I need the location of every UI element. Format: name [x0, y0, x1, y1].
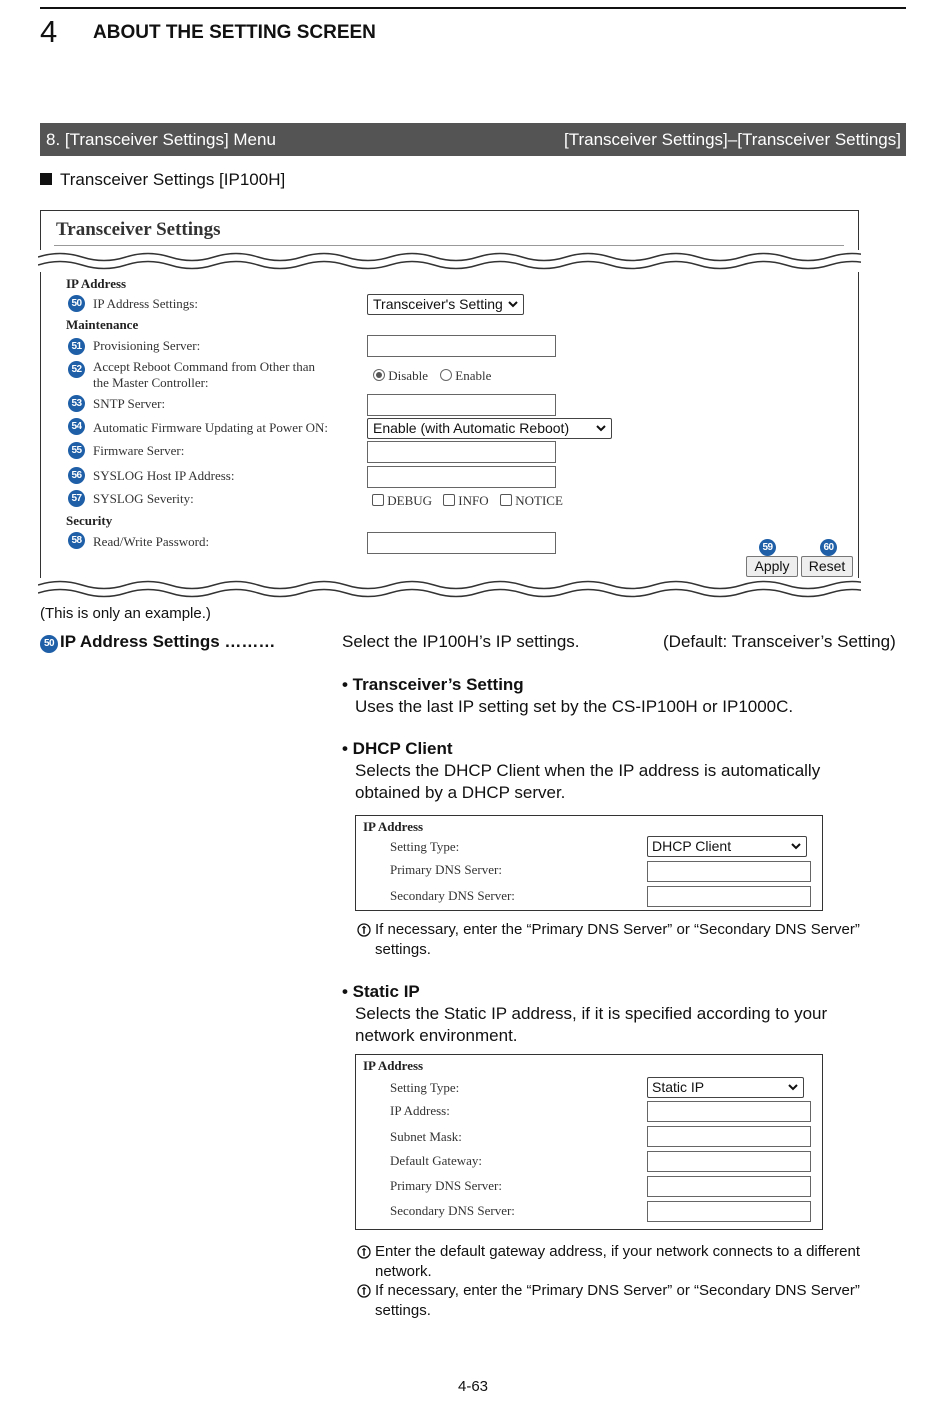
rw-password-label: Read/Write Password:	[93, 534, 210, 549]
item-description: Select the IP100H’s IP settings.	[342, 632, 580, 651]
break-wave-bottom	[38, 578, 861, 600]
ip-address-settings-select[interactable]	[367, 294, 524, 315]
section-heading	[40, 170, 285, 190]
chevron-down-icon	[787, 1079, 799, 1095]
firmware-server-input[interactable]	[367, 441, 556, 463]
severity-notice-option[interactable]	[500, 493, 563, 509]
item-default: (Default: Transceiver’s Setting)	[663, 632, 896, 651]
static-primary-dns-input[interactable]	[647, 1176, 811, 1197]
dhcp-primary-dns-input[interactable]	[647, 861, 811, 882]
circled-number-icon: 51	[68, 338, 85, 355]
dhcp-primary-dns-label: Primary DNS Server:	[390, 862, 502, 877]
rw-password-input[interactable]	[367, 532, 556, 554]
chapter-rule	[40, 7, 906, 9]
square-bullet-icon	[40, 173, 52, 185]
dhcp-setting-type-select[interactable]	[647, 836, 807, 857]
dhcp-secondary-dns-input[interactable]	[647, 886, 811, 907]
circled-number-icon: 60	[820, 539, 837, 556]
circled-number-icon: 54	[68, 418, 85, 435]
severity-info-option[interactable]	[443, 493, 489, 509]
static-secondary-dns-label: Secondary DNS Server:	[390, 1203, 515, 1218]
auto-firmware-select[interactable]	[367, 418, 612, 439]
group-maintenance: Maintenance	[66, 317, 139, 332]
dhcp-note-text: If necessary, enter the “Primary DNS Server” or “Secondary DNS Server” settings.	[375, 921, 860, 958]
option-dhcp-description: Selects the DHCP Client when the IP address is automatically obtained by a DHCP server.	[355, 761, 821, 802]
menu-bar-title: 8. [Transceiver Settings] Menu	[46, 130, 276, 149]
accept-reboot-label-line1: Accept Reboot Command from Other than	[93, 359, 316, 374]
ip-address-settings-label: IP Address Settings:	[93, 296, 198, 311]
severity-debug-option[interactable]	[372, 493, 432, 509]
static-note-dns	[357, 1281, 902, 1321]
circled-number-icon: 53	[68, 395, 85, 412]
reboot-disable-label: Disable	[388, 368, 428, 383]
static-default-gateway-input[interactable]	[647, 1151, 811, 1172]
menu-bar	[40, 123, 906, 156]
menu-bar-path: [Transceiver Settings]–[Transceiver Settings]	[564, 130, 901, 149]
static-setting-type-select[interactable]	[647, 1077, 804, 1098]
info-icon	[357, 1284, 371, 1298]
radio-selected-icon	[373, 369, 385, 381]
item-leader: ………	[224, 632, 276, 651]
provisioning-server-input[interactable]	[367, 335, 556, 357]
group-ip-address: IP Address	[66, 276, 127, 291]
option-transceiver-title: • Transceiver’s Setting	[342, 675, 524, 694]
accept-reboot-label-line2: the Master Controller:	[93, 375, 209, 390]
option-static-description: Selects the Static IP address, if it is specified according to your network environment.	[355, 1004, 828, 1045]
severity-debug-label: DEBUG	[387, 493, 433, 508]
reset-button[interactable]: Reset	[801, 556, 853, 577]
circled-number-icon: 56	[68, 467, 85, 484]
static-subnet-mask-input[interactable]	[647, 1126, 811, 1147]
item-heading-text: IP Address Settings	[60, 632, 220, 651]
severity-info-label: INFO	[458, 493, 489, 508]
syslog-host-label: SYSLOG Host IP Address:	[93, 468, 235, 483]
circled-number-icon: 57	[68, 490, 85, 507]
static-subnet-mask-label: Subnet Mask:	[390, 1129, 462, 1144]
circled-number-icon: 50	[40, 635, 58, 653]
apply-button[interactable]: Apply	[746, 556, 798, 577]
ip-address-settings-value: Transceiver's Setting	[373, 296, 503, 312]
firmware-server-label: Firmware Server:	[93, 443, 185, 458]
chapter-title: ABOUT THE SETTING SCREEN	[93, 22, 376, 43]
dhcp-secondary-dns-label: Secondary DNS Server:	[390, 888, 515, 903]
panel-title: Transceiver Settings	[56, 219, 221, 240]
auto-firmware-label: Automatic Firmware Updating at Power ON:	[93, 420, 329, 435]
sntp-server-input[interactable]	[367, 394, 556, 416]
sntp-server-label: SNTP Server:	[93, 396, 166, 411]
checkbox-icon	[372, 494, 384, 506]
info-icon	[357, 923, 371, 937]
option-dhcp-title: • DHCP Client	[342, 739, 453, 758]
option-static-title: • Static IP	[342, 982, 420, 1001]
static-group-ip-address: IP Address	[363, 1058, 424, 1073]
dhcp-group-ip-address: IP Address	[363, 819, 424, 834]
reboot-enable-label: Enable	[455, 368, 492, 383]
static-note-gateway-text: Enter the default gateway address, if your network connects to a different network.	[375, 1243, 861, 1280]
chevron-down-icon	[507, 296, 519, 312]
dhcp-settings-screenshot	[355, 815, 823, 911]
severity-notice-label: NOTICE	[515, 493, 563, 508]
circled-number-icon: 52	[68, 361, 85, 378]
syslog-severity-label: SYSLOG Severity:	[93, 491, 194, 506]
reboot-disable-option[interactable]	[373, 368, 428, 384]
info-icon	[357, 1245, 371, 1259]
option-transceiver-description: Uses the last IP setting set by the CS-IP100H or IP1000C.	[355, 697, 794, 716]
circled-number-icon: 58	[68, 532, 85, 549]
static-setting-type-label: Setting Type:	[390, 1080, 460, 1095]
dhcp-setting-type-label: Setting Type:	[390, 839, 460, 854]
checkbox-icon	[500, 494, 512, 506]
reboot-enable-option[interactable]	[440, 368, 491, 384]
panel-title-rule	[54, 245, 844, 246]
static-note-dns-text: If necessary, enter the “Primary DNS Server” or “Secondary DNS Server” settings.	[375, 1282, 860, 1319]
chevron-down-icon	[595, 420, 607, 436]
auto-firmware-value: Enable (with Automatic Reboot)	[373, 420, 570, 436]
section-heading-text: Transceiver Settings [IP100H]	[60, 170, 286, 189]
circled-number-icon: 55	[68, 442, 85, 459]
dhcp-setting-type-value: DHCP Client	[652, 838, 732, 854]
circled-number-icon: 50	[68, 295, 85, 312]
example-note: (This is only an example.)	[40, 605, 211, 622]
settings-screenshot	[40, 210, 859, 598]
page-number: 4-63	[457, 1378, 489, 1395]
dhcp-note	[357, 920, 902, 960]
static-default-gateway-label: Default Gateway:	[390, 1153, 483, 1168]
static-secondary-dns-input[interactable]	[647, 1201, 811, 1222]
static-ip-address-label: IP Address:	[390, 1103, 450, 1118]
static-ip-address-input[interactable]	[647, 1101, 811, 1122]
break-wave-top	[38, 250, 861, 272]
circled-number-icon: 59	[759, 539, 776, 556]
static-setting-type-value: Static IP	[652, 1079, 705, 1095]
syslog-host-input[interactable]	[367, 466, 556, 488]
group-security: Security	[66, 513, 113, 528]
chapter-number: 4	[40, 14, 58, 49]
static-settings-screenshot	[355, 1054, 823, 1230]
item-heading	[40, 632, 275, 653]
radio-icon	[440, 369, 452, 381]
static-note-gateway	[357, 1242, 902, 1282]
chevron-down-icon	[790, 838, 802, 854]
static-primary-dns-label: Primary DNS Server:	[390, 1178, 502, 1193]
provisioning-server-label: Provisioning Server:	[93, 338, 201, 353]
checkbox-icon	[443, 494, 455, 506]
